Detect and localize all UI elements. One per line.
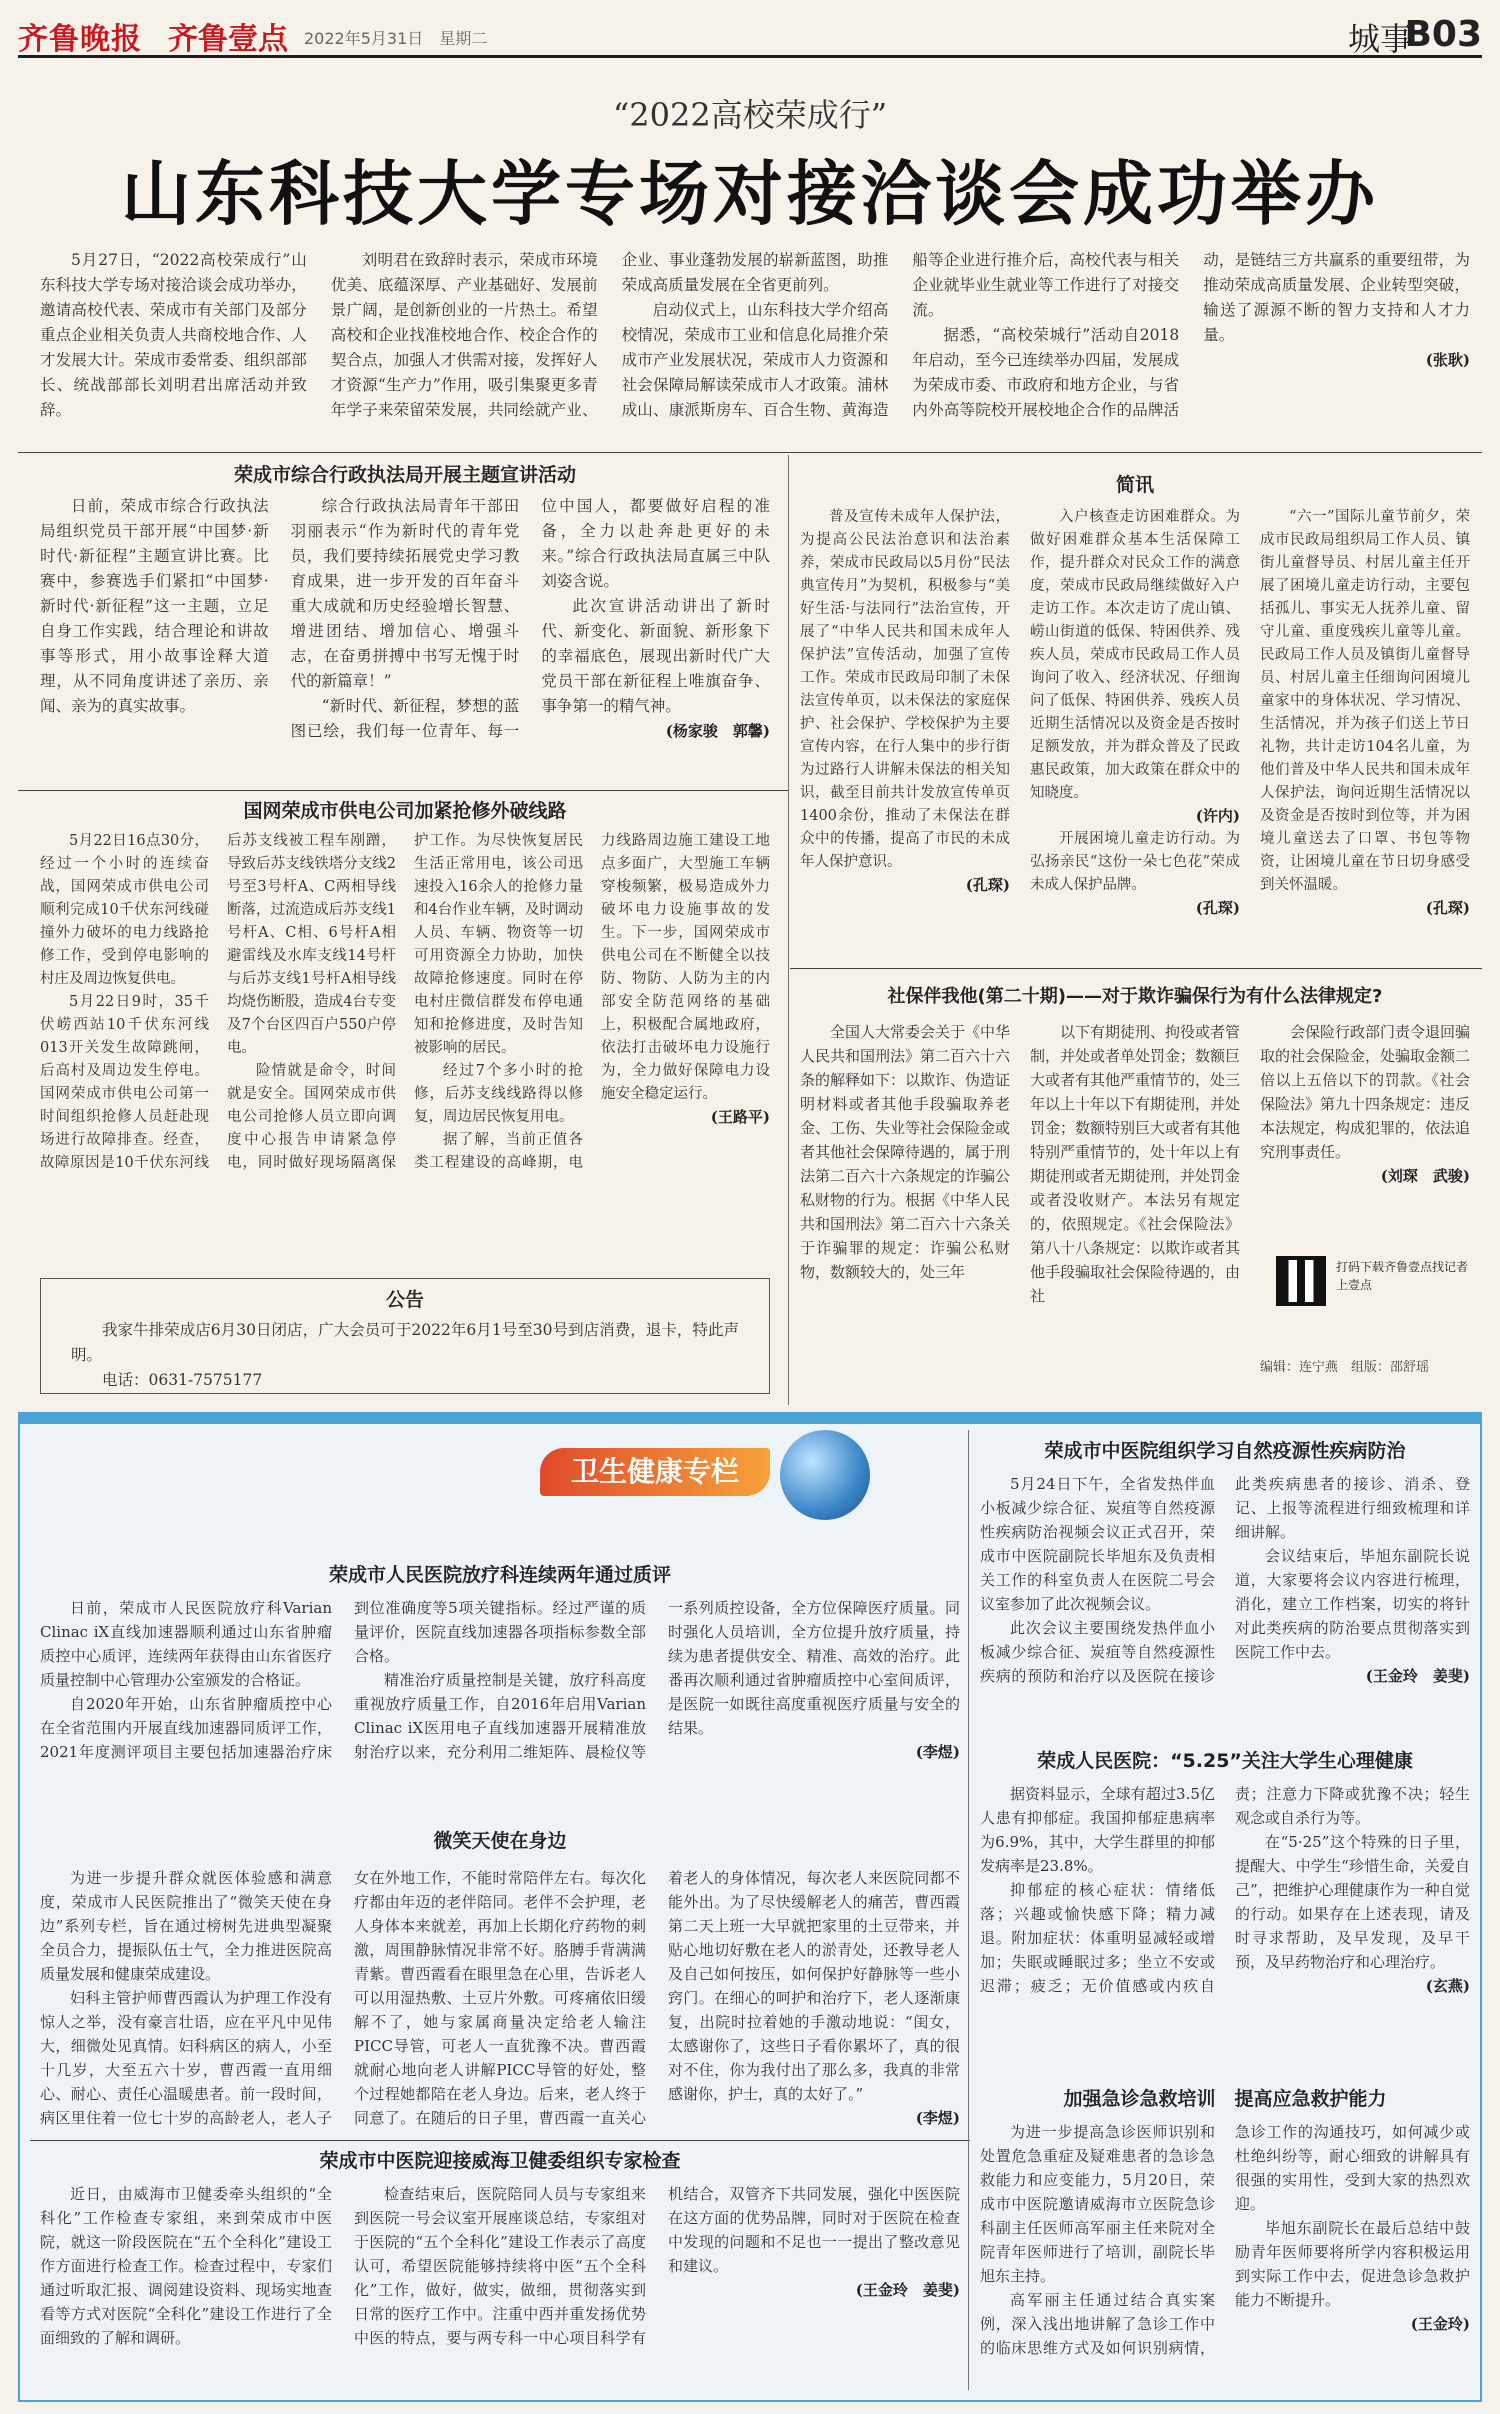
column-divider xyxy=(788,455,789,1405)
epidemic-title: 荣成市中医院组织学习自然疫源性疾病防治 xyxy=(1044,1440,1406,1462)
brief-paragraph: “六一”国际儿童节前夕，荣成市民政局组织局工作人员、镇街儿童督导员、村居儿童主任开展了困境儿童走访行动，主要包括孤儿、事实无人抚养儿童、留守儿童、重度残疾儿童等儿童。民政局工作人员及镇街儿童督导员、村居儿童主任细询问困境儿童家中的身体状况、学习情况、生活情况，并为孩子们送上节日礼物，共计走访104名儿童，为他们普及中华人民共和国未成年人保护法，询问近期生活情况以及资金是否按时到位等，并为困境儿童送去了口罩、书包等物资，让困境儿童在节日切身感受到关怀温暖。 xyxy=(1260,509,1470,893)
briefs-col-3 xyxy=(1260,506,1470,946)
briefs-col-2 xyxy=(1030,506,1240,946)
power-paragraph: 险情就是命令，时间就是安全。国网荣成市供电公司抢修人员立即向调度中心报告申请紧急停电，同时做好现场隔离保护工作。为尽快恢复居民生活正常用电，该公司迅速投入16余人的抢修力量和4台作业车辆，及时调动人员、车辆、物资等一切可用资源全力协助，加快故障抢修速度。同时在停电村庄微信群发布停电通知和抢修进度，及时告知被影响的居民。 xyxy=(227,833,583,1171)
emergency-paragraph: 毕旭东副院长在最后总结中鼓励青年医师要将所学内容积极运用到实际工作中去，促进急诊急救护能力不断提升。 xyxy=(1235,2219,1470,2309)
lead-paragraph: 启动仪式上，山东科技大学介绍高校情况，荣成市工业和信息化局推介荣成市产业发展状况，荣成市人力资源和社会保障局解读荣成市人才政策。浦林成山、康派斯房车、百合生物、黄海造船等企业进行推介后，高校代表与相关企业就毕业生就业等工作进行了对接交流。 xyxy=(621,251,1180,419)
lead-headline: 山东科技大学专场对接洽谈会成功举办 xyxy=(121,152,1379,235)
law-paragraph: 此次宣讲活动讲出了新时代、新变化、新面貌、新形象下的幸福底色，展现出新时代广大党员干部在新征程上唯旗奋争、事争第一的精气神。 xyxy=(541,597,770,715)
brief-byline: (孔琛) xyxy=(1425,899,1470,917)
briefs-col-1 xyxy=(800,506,1010,946)
lead-paragraph: 5月27日，“2022高校荣成行”山东科技大学专场对接洽谈会成功举办，邀请高校代表、荣成市有关部门及部分重点企业相关负责人共商校地合作、人才发展大计。荣成市委常委、组织部部长、统战部部长刘明君出席活动并致辞。 xyxy=(40,251,307,419)
power-paragraph: 5月22日16点30分，经过一个小时的连续奋战，国网荣成市供电公司顺利完成10千伏东河线碰撞外力破坏的电力线路抢修工作，受到停电影响的村庄及周边恢复供电。 xyxy=(40,833,209,987)
emergency-title: 加强急诊急救培训 提高应急救护能力 xyxy=(1063,2088,1387,2110)
lead-body xyxy=(40,248,1470,448)
notice-box xyxy=(40,1278,770,1394)
law-byline: (杨家骏 郭馨) xyxy=(665,722,770,740)
mental-paragraph: 抑郁症的核心症状：情绪低落；兴趣或愉快感下降；精力减退。附加症状：体重明显减轻或增加；失眠或睡眠过多；坐立不安或迟滞；疲乏；无价值感或内疚自责；注意力下降或犹豫不决；轻生观念或自杀行为等。 xyxy=(980,1785,1470,1995)
mental-byline: (玄燕) xyxy=(1425,1977,1470,1995)
notice-paragraph: 我家牛排荣成店6月30日闭店，广大会员可于2022年6月1号至30号到店消费，退卡，特此声明。 xyxy=(71,1321,739,1364)
radio-title: 荣成市人民医院放疗科连续两年通过质评 xyxy=(328,1564,671,1586)
mental-body xyxy=(980,1782,1470,2082)
smile-body xyxy=(40,1866,960,2136)
power-paragraph: 经过7个多小时的抢修，后苏支线线路得以修复，周边居民恢复用电。 xyxy=(414,1063,583,1125)
social-col-1 xyxy=(800,1020,1010,1400)
section-name: 城事 xyxy=(1347,20,1412,58)
lead-paragraph: 据悉，“高校荣城行”活动自2018年启动，至今已连续举办四届，发展成为荣成市委、市政府和地方企业，与省内外高等院校开展校地企合作的品牌活动，是链结三方共赢系的重要纽带，为推动荣成高质量发展、企业转型突破，输送了源源不断的智力支持和人才力量。 xyxy=(912,251,1470,419)
lead-kicker: “2022高校荣成行” xyxy=(612,96,888,134)
weihai-body xyxy=(40,2182,960,2382)
radio-paragraph: 日前，荣成市人民医院放疗科Varian Clinac iX直线加速器顺利通过山东省肿瘤质控中心质评，连续两年获得由山东省医疗质量控制中心管理办公室颁发的合格证。 xyxy=(40,1599,332,1689)
divider xyxy=(30,2140,970,2141)
radio-body xyxy=(40,1596,960,1816)
issue-date: 2022年5月31日 星期二 xyxy=(304,29,488,48)
mental-paragraph: 据资料显示，全球有超过3.5亿人患有抑郁症。我国抑郁症患病率为6.9%，其中，大学生群里的抑郁发病率是23.8%。 xyxy=(980,1785,1215,1875)
notice-title: 公告 xyxy=(385,1289,424,1311)
law-paragraph: 日前，荣成市综合行政执法局组织党员干部开展“中国梦·新时代·新征程”主题宣讲比赛。比赛中，参赛选手们紧扣“中国梦·新时代·新征程”这一主题，立足自身工作实践，结合理论和讲故事等形式，用小故事诠释大道理，从不同角度讲述了亲历、亲闻、亲为的真实故事。 xyxy=(40,497,269,715)
epidemic-byline: (王金玲 姜斐) xyxy=(1365,1667,1470,1685)
page-number: B03 xyxy=(1404,14,1482,55)
smile-byline: (李煜) xyxy=(915,2109,960,2127)
lead-paragraph: 刘明君在致辞时表示，荣成市环境优美、底蕴深厚、产业基础好、发展前景广阔，是创新创业的一片热土。希望高校和企业找准校地合作、校企合作的契合点，加强人才供需对接，发挥好人才资源“生产力”作用，吸引集聚更多青年学子来荣留荣发展，共同绘就产业、企业、事业蓬勃发展的崭新蓝图，助推荣成高质量发展在全省更前列。 xyxy=(330,251,889,419)
divider xyxy=(18,452,1482,453)
brief-byline: (孔琛) xyxy=(965,876,1010,894)
social-byline: (刘琛 武骏) xyxy=(1380,1167,1470,1185)
law-paragraph: “新时代、新征程，梦想的蓝图已绘，我们每一位青年、每一位中国人，都要做好启程的准备，全力以赴奔赴更好的未来。”综合行政执法局直属三中队刘姿含说。 xyxy=(290,497,770,740)
social-title: 社保伴我他(第二十期)——对于欺诈骗保行为有什么法律规定? xyxy=(887,986,1383,1007)
emergency-body xyxy=(980,2120,1470,2385)
epidemic-paragraph: 会议结束后，毕旭东副院长说道，大家要将会议内容进行梳理，消化，建立工作档案，切实的将针对此类疾病的防治要点贯彻落实到医院工作中去。 xyxy=(1235,1547,1470,1661)
app-logo: 齐鲁壹点 xyxy=(168,22,288,57)
lead-byline: (张耿) xyxy=(1425,351,1470,369)
mental-paragraph: 在“5·25”这个特殊的日子里，提醒大、中学生“珍惜生命，关爱自己”，把维护心理健康作为一种自觉的行动。如果存在上述表现，请及时寻求帮助，及早发现，及早干预，及早药物治疗和心理治疗。 xyxy=(1235,1833,1470,1971)
smile-paragraph: 为进一步提升群众就医体验感和满意度，荣成市人民医院推出了“微笑天使在身边”系列专栏，旨在通过榜树先进典型凝聚全员合力，提振队伍士气，全力推进医院高质量发展和健康荣成建设。 xyxy=(40,1869,332,1983)
notice-phone: 电话：0631-7575177 xyxy=(102,1371,263,1389)
brief-byline: (许内) xyxy=(1195,807,1240,825)
radio-paragraph: 精准治疗质量控制是关键，放疗科高度重视放疗质量工作，自2016年启用Varian Clinac iX医用电子直线加速器开展精准放射治疗以来，充分利用二维矩阵、晨检仪等一系列质控设备，全方位保障医疗质量。同时强化人员培训，全方位提升放疗质量，持续为患者提供安全、精准、高效的治疗。此番再次顺利通过省肿瘤质控中心室间质评，是医院一如既往高度重视医疗质量与安全的结果。 xyxy=(354,1599,960,1761)
emergency-paragraph: 为进一步提高急诊医师识别和处置危急重症及疑难患者的急诊急救能力和应变能力，5月20日，荣成市中医院邀请威海市立医院急诊科副主任医师高军丽主任来院对全院青年医师进行了培训，副院长毕旭东主持。 xyxy=(980,2123,1215,2285)
law-story-body xyxy=(40,494,770,784)
power-story-body xyxy=(40,830,770,1260)
divider xyxy=(18,790,788,791)
social-col-2 xyxy=(1030,1020,1240,1400)
emergency-byline: (王金玲) xyxy=(1410,2315,1470,2333)
qr-caption: 打码下载齐鲁壹点找记者 上壹点 xyxy=(1336,1260,1481,1292)
power-story-title: 国网荣成市供电公司加紧抢修外破线路 xyxy=(243,800,567,822)
power-paragraph: 5月22日9时，35千伏崂西站10千伏东河线013开关发生故障跳闸，后高村及周边发生停电。国网荣成市供电公司第一时间组织抢修人员赶赴现场进行故障排查。经查，故障原因是10千伏东河线后苏支线被工程车剐蹭，导致后苏支线铁塔分支线2号至3号杆A、C两相导线断落，过流造成后苏支线1号杆A、C相、6号杆A相避雷线及水库支线14号杆与后苏支线1号杆A相导线均烧伤断股，造成4台专变及7个台区四百户550户停电。 xyxy=(40,833,396,1171)
emergency-paragraph: 高军丽主任通过结合真实案例，深入浅出地讲解了急诊工作中的临床思维方式及如何识别病情，急诊工作的沟通技巧，如何减少或杜绝纠纷等，耐心细致的讲解具有很强的实用性，受到大家的热烈欢迎。 xyxy=(980,2123,1470,2357)
divider xyxy=(790,968,1482,969)
social-paragraph: 全国人大常委会关于《中华人民共和国刑法》第二百六十六条的解释如下：以欺诈、伪造证明材料或者其他手段骗取养老金、工伤、失业等社会保险金或者其他社会保障待遇的，属于刑法第二百六十六条规定的诈骗公私财物的行为。根据《中华人民共和国刑法》第二百六十六条关于诈骗罪的规定：诈骗公私财物，数额较大的，处三年 xyxy=(800,1023,1010,1281)
social-col-3 xyxy=(1260,1020,1470,1250)
brief-paragraph: 普及宣传未成年人保护法，为提高公民法治意识和法治素养，荣成市民政局以5月份“民法典宣传月”为契机，积极参与“美好生活·与法同行”法治宣传，开展了“中华人民共和国未成年人保护法”宣传活动，加强了宣传工作。荣成市民政局印制了未保法宣传单页，以未保法的家庭保护、社会保护、学校保护为主要宣传内容，在行人集中的步行街为过路行人讲解未保法的相关知识，截至目前共计发放宣传单页1400余份，推动了未保法在群众中的传播，提高了市民的未成年人保护意识。 xyxy=(800,509,1010,870)
epidemic-paragraph: 5月24日下午，全省发热伴血小板减少综合征、炭疽等自然疫源性疾病防治视频会议正式召开，荣成市中医院副院长毕旭东及负责相关工作的科室负责人在医院二号会议室参加了此次视频会议。 xyxy=(980,1475,1215,1613)
column-divider xyxy=(968,1430,969,2390)
weihai-byline: (王金玲 姜斐) xyxy=(855,2281,960,2299)
newspaper-logo: 齐鲁晚报 xyxy=(18,22,142,57)
weihai-title: 荣成市中医院迎接威海卫健委组织专家检查 xyxy=(319,2150,681,2172)
smile-title: 微笑天使在身边 xyxy=(433,1830,567,1852)
law-paragraph: 综合行政执法局青年干部田羽丽表示“作为新时代的青年党员，我们要持续拓展党史学习教育成果，进一步开发的百年奋斗重大成就和历史经验增长智慧、增进团结、增加信心、增强斗志，在奋勇拼搏中书写无愧于时代的新篇章！” xyxy=(290,497,520,690)
weihai-paragraph: 近日，由威海市卫健委牵头组织的“全科化”工作检查专家组，来到荣成市中医院，就这一阶段医院在“五个全科化”建设工作方面进行检查工作。检查过程中，专家们通过听取汇报、调阅建设资料、现场实地查看等方式对医院“全科化”建设工作进行了全面细致的了解和调研。 xyxy=(40,2185,332,2347)
social-paragraph: 以下有期徒刑、拘役或者管制，并处或者单处罚金；数额巨大或者有其他严重情节的，处三年以上十年以下有期徒刑，并处罚金；数额特别巨大或者有其他特别严重情节的，处十年以上有期徒刑或者无期徒刑，并处罚金或者没收财产。本法另有规定的，依照规定。《社会保险法》第八十八条规定：以欺诈或者其他手段骗取社会保险待遇的，由社 xyxy=(1030,1023,1240,1305)
globe-icon xyxy=(780,1430,870,1520)
health-banner: 卫生健康专栏 xyxy=(540,1448,770,1496)
qr-code-icon[interactable] xyxy=(1276,1256,1326,1306)
weihai-paragraph: 检查结束后，医院陪同人员与专家组来到医院一号会议室开展座谈总结，专家组对于医院的“五个全科化”建设工作表示了高度认可，希望医院能够持续将中医“五个全科化”工作，做好，做实，做细，贯彻落实到日常的医疗工作中。注重中西并重发扬优势中医的特点，要与两专科一中心项目科学有机结合，双管齐下共同发展，强化中医医院在这方面的优势品牌，同时对于医院在检查中发现的问题和不足也一一提出了整改意见和建议。 xyxy=(354,2185,960,2347)
brief-paragraph: 入户核查走访困难群众。为做好困难群众基本生活保障工作，提升群众对民众工作的满意度，荣成市民政局继续做好入户走访工作。本次走访了虎山镇、崂山街道的低保、特困供养、残疾人员，荣成市民政局工作人员询问了收入、经济状况、仔细询问了低保、特困供养、残疾人员近期生活情况以及资金是否按时足额发放，并为群众普及了民政惠民政策，加大政策在群众中的知晓度。 xyxy=(1030,509,1240,801)
radio-paragraph: 自2020年开始，山东省肿瘤质控中心在全省范围内开展直线加速器同质评工作，2021年度测评项目主要包括加速器治疗床到位准确度等5项关键指标。经过严谨的质量评价，医院直线加速器各项指标参数全部合格。 xyxy=(40,1599,646,1761)
epidemic-body xyxy=(980,1472,1470,1722)
epidemic-paragraph: 此次会议主要围绕发热伴血小板减少综合征、炭疽等自然疫源性疾病的预防和治疗以及医院在接诊此类疾病患者的接诊、消杀、登记、上报等流程进行细致梳理和详细讲解。 xyxy=(980,1475,1470,1685)
masthead xyxy=(18,14,1482,58)
law-story-title: 荣成市综合行政执法局开展主题宣讲活动 xyxy=(233,464,576,486)
smile-paragraph: 妇科主管护师曹西霞认为护理工作没有惊人之举，没有豪言壮语，应在平凡中见伟大，细微处见真情。妇科病区的病人，小至十几岁，大至五六十岁，曹西霞一直用细心、耐心、责任心温暖患者。前一段时间，病区里住着一位七十岁的高龄老人，老人子女在外地工作，不能时常陪伴左右。每次化疗都由年迈的老伴陪同。老伴不会护理，老人身体本来就差，再加上长期化疗药物的刺激，周围静脉情况非常不好。胳膊手背满满青紫。曹西霞看在眼里急在心里，告诉老人可以用湿热敷、土豆片外敷。可疼痛依旧缓解不了，她与家属商量决定给老人输注PICC导管，可老人一直犹豫不决。曹西霞就耐心地向老人讲解PICC导管的好处，整个过程她都陪在老人身边。后来，老人终于同意了。在随后的日子里，曹西霞一直关心着老人的身体情况，每次老人来医院同都不能外出。为了尽快缓解老人的痛苦，曹西霞第二天上班一大早就把家里的土豆带来，并贴心地切好敷在老人的淤青处，还教导老人及自己如何按压，如何保护好静脉等一些小窍门。在细心的呵护和治疗下，老人逐渐康复，出院时拉着她的手激动地说：“闺女，太感谢你了，这些日子看你累坏了，真的很对不住，你为我付出了那么多，我真的非常感谢你，护士，真的太好了。” xyxy=(40,1869,960,2127)
power-paragraph: 据了解，当前正值各类工程建设的高峰期，电力线路周边施工建设工地点多面广，大型施工车辆穿梭频繁，极易造成外力破坏电力设施事故的发生。下一步，国网荣成市供电公司在不断健全以技防、物防、人防为主的内部安全防范网络的基础上，积极配合属地政府，依法打击破坏电力设施行为，全力做好保障电力设施安全稳定运行。 xyxy=(414,833,770,1171)
brief-byline: (孔琛) xyxy=(1195,899,1240,917)
mental-title: 荣成人民医院：“5.25”关注大学生心理健康 xyxy=(1037,1750,1413,1772)
brief-paragraph: 开展困境儿童走访行动。为弘扬亲民“这份一朵七色花”荣成未成人保护品牌。 xyxy=(1030,831,1240,893)
radio-byline: (李煜) xyxy=(915,1743,960,1761)
social-paragraph: 会保险行政部门责令退回骗取的社会保险金，处骗取金额二倍以上五倍以下的罚款。《社会保险法》第九十四条规定：违反本法规定，构成犯罪的，依法追究刑事责任。 xyxy=(1260,1023,1470,1161)
editor-credit: 编辑：连宁燕 组版：邵舒瑶 xyxy=(1260,1360,1430,1375)
briefs-title: 简讯 xyxy=(1115,474,1154,496)
health-band xyxy=(18,1412,1482,1424)
notice-body xyxy=(41,1312,769,1399)
power-byline: (王路平) xyxy=(710,1108,770,1126)
